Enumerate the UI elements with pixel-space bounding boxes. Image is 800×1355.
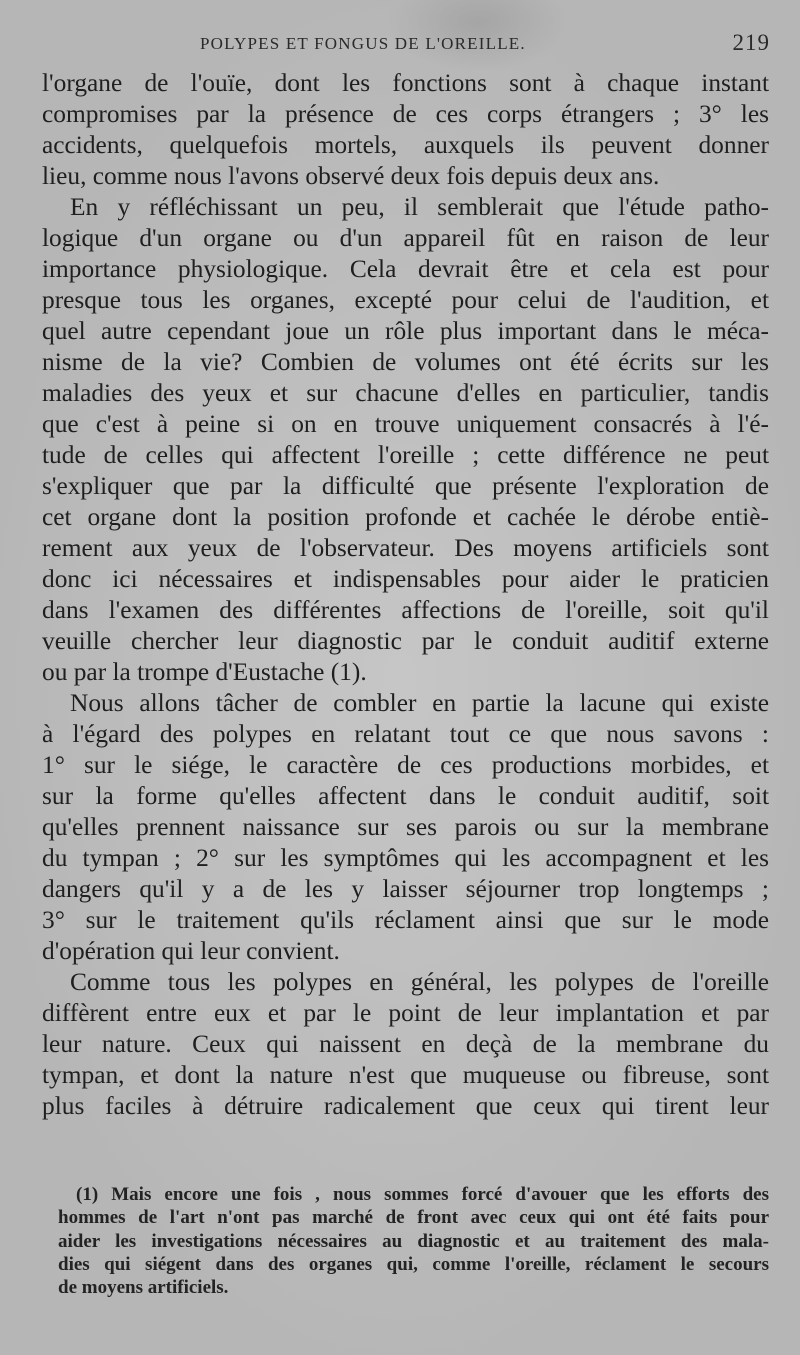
page-header (40, 30, 770, 58)
text-line: que c'est à peine si on en trouve uniquement consacrés à l'é- (42, 410, 769, 438)
text-line: veuille chercher leur diagnostic par le conduit auditif externe (42, 627, 769, 655)
text-line: logique d'un organe ou d'un appareil fût en raison de leur (42, 224, 769, 252)
text-line: s'expliquer que par la difficulté que présente l'exploration de (42, 472, 769, 500)
text-line: du tympan ; 2° sur les symptômes qui les accompagnent et les (42, 844, 769, 872)
text-line: d'opération qui leur convient. (42, 937, 340, 965)
text-line: plus faciles à détruire radicalement que ceux qui tirent leur (42, 1092, 769, 1120)
text-line: accidents, quelquefois mortels, auxquels ils peuvent donner (42, 131, 769, 159)
text-line: 1° sur le siége, le caractère de ces productions morbides, et (42, 751, 769, 779)
footnote-line: de moyens artificiels. (58, 1277, 229, 1299)
text-line: rement aux yeux de l'observateur. Des moyens artificiels sont (42, 534, 769, 562)
text-line: qu'elles prennent naissance sur ses parois ou sur la membrane (42, 813, 769, 841)
text-line: Nous allons tâcher de combler en partie la lacune qui existe (70, 689, 769, 717)
footnote (58, 1183, 769, 1299)
footnote-line: hommes de l'art n'ont pas marché de front avec ceux qui ont été faits pour (58, 1207, 769, 1229)
text-line: cet organe dont la position profonde et cachée le dérobe entiè- (42, 503, 769, 531)
text-line: Comme tous les polypes en général, les polypes de l'oreille (70, 968, 769, 996)
text-line: nisme de la vie? Combien de volumes ont été écrits sur les (42, 348, 769, 376)
text-line: l'organe de l'ouïe, dont les fonctions sont à chaque instant (42, 69, 769, 97)
paragraph-1 (42, 68, 769, 192)
text-line: sur la forme qu'elles affectent dans le conduit auditif, soit (42, 782, 769, 810)
text-line: compromises par la présence de ces corps étrangers ; 3° les (42, 100, 769, 128)
text-line: leur nature. Ceux qui naissent en deçà de la membrane du (42, 1030, 769, 1058)
body-text (42, 68, 769, 1122)
text-line: diffèrent entre eux et par le point de leur implantation et par (42, 999, 769, 1027)
footnote-line: (1) Mais encore une fois , nous sommes forcé d'avouer que les efforts des (76, 1184, 769, 1205)
text-line: quel autre cependant joue un rôle plus important dans le méca- (42, 317, 769, 345)
page-number: 219 (732, 30, 770, 55)
text-line: à l'égard des polypes en relatant tout ce que nous savons : (42, 720, 769, 748)
footnote-line: aider les investigations nécessaires au diagnostic et au traitement des mala- (58, 1230, 769, 1252)
text-line: importance physiologique. Cela devrait être et cela est pour (42, 255, 769, 283)
text-line: tude de celles qui affectent l'oreille ; cette différence ne peut (42, 441, 769, 469)
text-line: ou par la trompe d'Eustache (1). (42, 658, 367, 686)
text-line: dangers qu'il y a de les y laisser séjourner trop longtemps ; (42, 875, 769, 903)
text-line: dans l'examen des différentes affections de l'oreille, soit qu'il (42, 596, 769, 624)
paragraph-2 (42, 192, 769, 688)
text-line: En y réfléchissant un peu, il semblerait que l'étude patho- (70, 193, 769, 221)
paragraph-3 (42, 688, 769, 967)
paragraph-4 (42, 967, 769, 1122)
text-line: presque tous les organes, excepté pour celui de l'audition, et (42, 286, 769, 314)
text-line: donc ici nécessaires et indispensables pour aider le praticien (42, 565, 769, 593)
text-line: maladies des yeux et sur chacune d'elles en particulier, tandis (42, 379, 769, 407)
text-line: lieu, comme nous l'avons observé deux fois depuis deux ans. (42, 162, 660, 190)
text-line: tympan, et dont la nature n'est que muqueuse ou fibreuse, sont (42, 1061, 769, 1089)
running-title: POLYPES ET FONGUS DE L'OREILLE. (200, 34, 526, 53)
text-line: 3° sur le traitement qu'ils réclament ainsi que sur le mode (42, 906, 769, 934)
footnote-line: dies qui siégent dans des organes qui, comme l'oreille, réclament le secours (58, 1253, 769, 1275)
